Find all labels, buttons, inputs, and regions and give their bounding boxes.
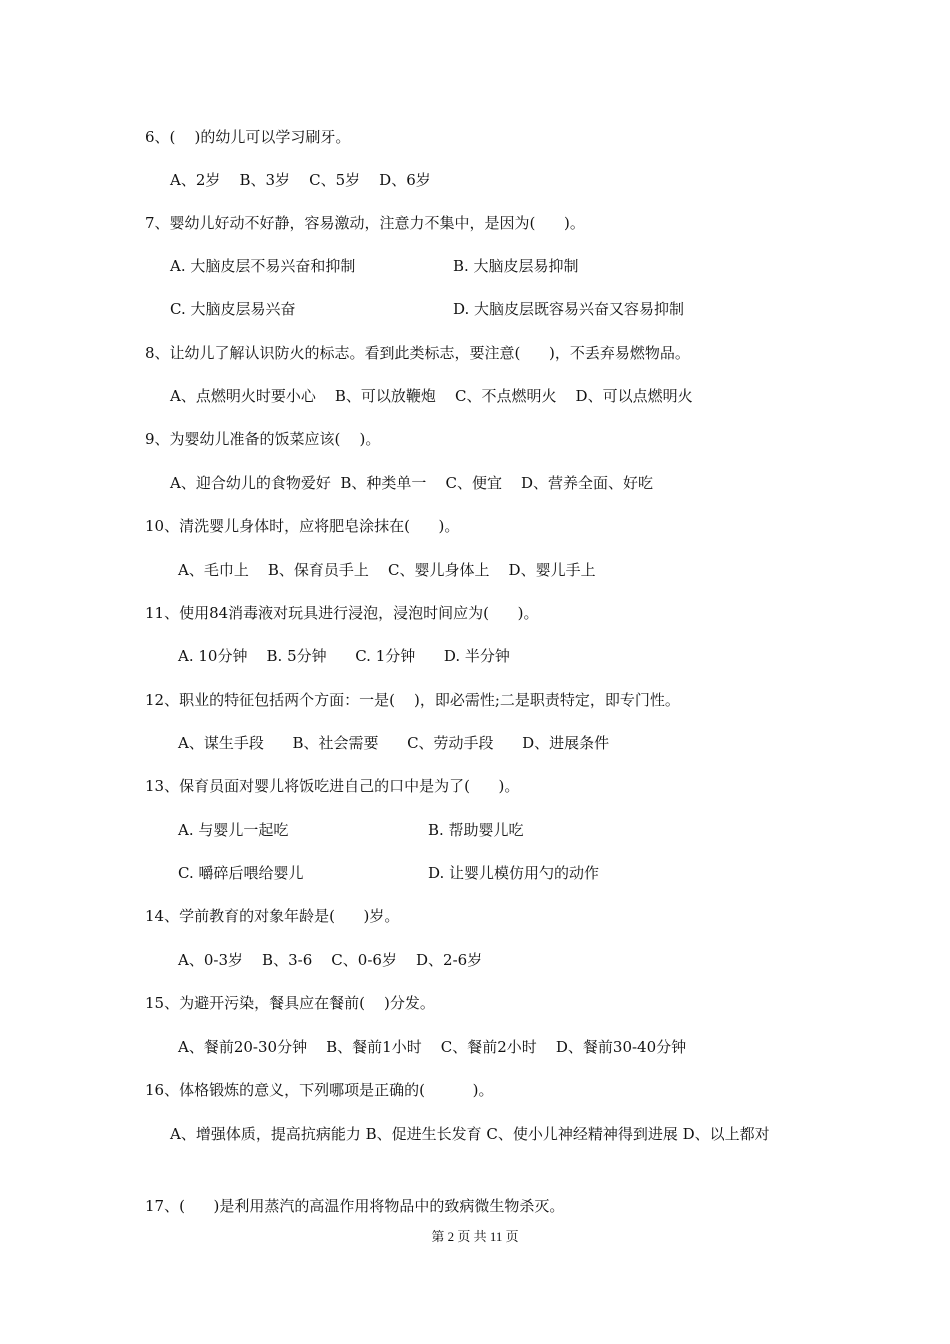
question-17: 17、( )是利用蒸汽的高温作用将物品中的致病微生物杀灭。 bbox=[145, 1197, 565, 1215]
question-15: 15、为避开污染，餐具应在餐前( )分发。 bbox=[145, 994, 435, 1012]
question-13-option-d: D. 让婴儿模仿用勺的动作 bbox=[428, 864, 600, 882]
question-16-options: A、增强体质，提高抗病能力 B、促进生长发育 C、使小儿神经精神得到进展 D、以上都对 bbox=[170, 1125, 770, 1143]
question-8: 8、让幼儿了解认识防火的标志。看到此类标志，要注意( )，不丢弃易燃物品。 bbox=[145, 344, 690, 362]
question-7: 7、婴幼儿好动不好静，容易激动，注意力不集中，是因为( )。 bbox=[145, 214, 585, 232]
question-12-options: A、谋生手段 B、社会需要 C、劳动手段 D、进展条件 bbox=[178, 734, 610, 752]
question-15-options: A、餐前20-30分钟 B、餐前1小时 C、餐前2小时 D、餐前30-40分钟 bbox=[178, 1038, 687, 1056]
question-9-options: A、迎合幼儿的食物爱好 B、种类单一 C、便宜 D、营养全面、好吃 bbox=[170, 474, 654, 492]
question-13: 13、保育员面对婴儿将饭吃进自己的口中是为了( )。 bbox=[145, 777, 520, 795]
question-7-option-d: D. 大脑皮层既容易兴奋又容易抑制 bbox=[453, 300, 685, 318]
question-16: 16、体格锻炼的意义，下列哪项是正确的( )。 bbox=[145, 1081, 494, 1099]
question-10: 10、清洗婴儿身体时，应将肥皂涂抹在( )。 bbox=[145, 517, 460, 535]
question-14-options: A、0-3岁 B、3-6 C、0-6岁 D、2-6岁 bbox=[178, 951, 483, 969]
question-7-option-a: A. 大脑皮层不易兴奋和抑制 bbox=[170, 257, 356, 275]
question-11: 11、使用84消毒液对玩具进行浸泡，浸泡时间应为( )。 bbox=[145, 604, 539, 622]
question-11-options: A. 10分钟 B. 5分钟 C. 1分钟 D. 半分钟 bbox=[178, 647, 510, 665]
question-13-option-a: A. 与婴儿一起吃 bbox=[178, 821, 289, 839]
question-8-options: A、点燃明火时要小心 B、可以放鞭炮 C、不点燃明火 D、可以点燃明火 bbox=[170, 387, 693, 405]
question-12: 12、职业的特征包括两个方面：一是( )，即必需性;二是职责特定，即专门性。 bbox=[145, 691, 680, 709]
question-13-option-c: C. 嚼碎后喂给婴儿 bbox=[178, 864, 304, 882]
question-9: 9、为婴幼儿准备的饭菜应该( )。 bbox=[145, 430, 381, 448]
question-6-options: A、2岁 B、3岁 C、5岁 D、6岁 bbox=[170, 171, 431, 189]
question-14: 14、学前教育的对象年龄是( )岁。 bbox=[145, 907, 400, 925]
question-7-option-b: B. 大脑皮层易抑制 bbox=[453, 257, 579, 275]
question-6: 6、( )的幼儿可以学习刷牙。 bbox=[145, 128, 351, 146]
question-10-options: A、毛巾上 B、保育员手上 C、婴儿身体上 D、婴儿手上 bbox=[178, 561, 596, 579]
page-footer: 第 2 页 共 11 页 bbox=[431, 1229, 519, 1244]
question-13-option-b: B. 帮助婴儿吃 bbox=[428, 821, 524, 839]
question-7-option-c: C. 大脑皮层易兴奋 bbox=[170, 300, 296, 318]
